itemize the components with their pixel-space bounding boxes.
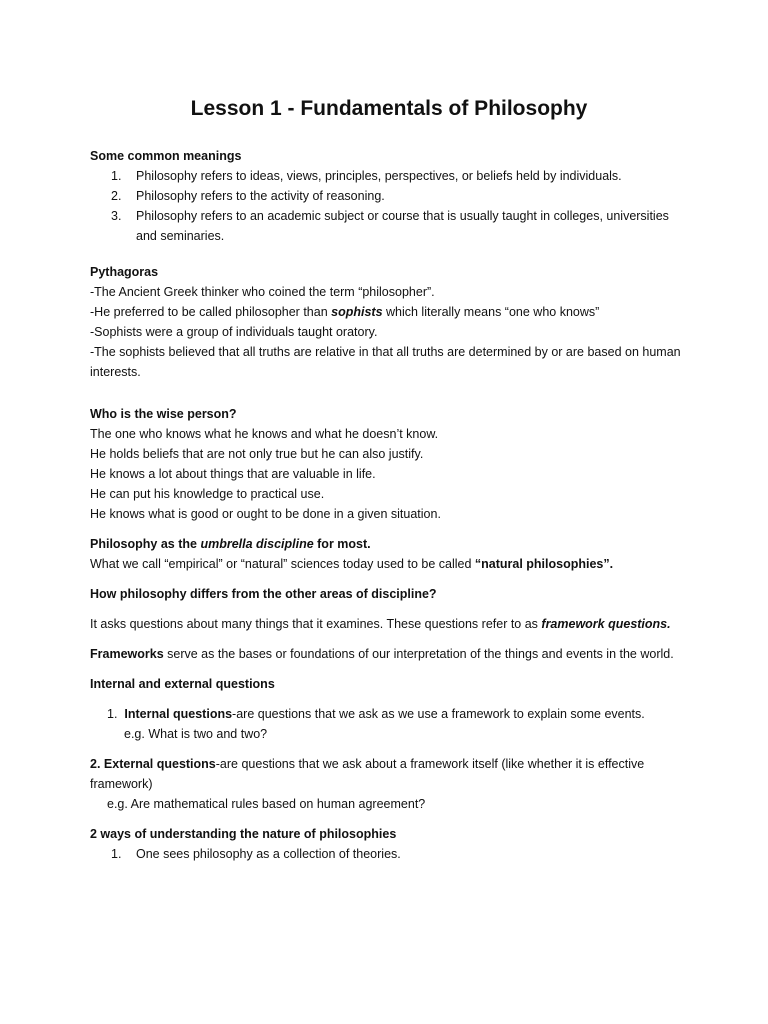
umbrella-heading: Philosophy as the umbrella discipline for most. <box>90 537 371 551</box>
differs-heading: How philosophy differs from the other areas of discipline? <box>90 587 437 601</box>
list-item: 3. Philosophy refers to an academic subject or course that is usually taught in colleges, universities and seminaries. <box>111 209 669 243</box>
external-label: External questions <box>103 757 216 771</box>
internal-example: e.g. What is two and two? <box>124 727 268 741</box>
wise-heading: Who is the wise person? <box>90 407 237 421</box>
frameworks-text: Frameworks serve as the bases or foundations of our interpretation of the things and events in the world. <box>90 647 674 661</box>
wise-line: He can put his knowledge to practical use. <box>90 487 325 501</box>
pythagoras-section <box>90 262 688 382</box>
pythagoras-line: -He preferred to be called philosopher than sophists which literally means “one who knows” <box>90 305 600 319</box>
wise-section <box>90 404 688 524</box>
page-title: Lesson 1 - Fundamentals of Philosophy <box>190 97 588 120</box>
meanings-list <box>90 166 688 246</box>
meanings-heading: Some common meanings <box>90 149 242 163</box>
internal-question-item: 1. Internal questions-are questions that we ask as we use a framework to explain some events. e.g. What is two and two? <box>90 704 688 744</box>
umbrella-line: What we call “empirical” or “natural” sciences today used to be called “natural philosophies”. <box>90 557 614 571</box>
pythagoras-line: -The sophists believed that all truths are relative in that all truths are determined by or are based on human interests. <box>90 345 681 379</box>
item-number: 1. <box>107 707 118 721</box>
pythagoras-line: -The Ancient Greek thinker who coined the term “philosopher”. <box>90 285 435 299</box>
list-item: 2. Philosophy refers to the activity of reasoning. <box>111 189 385 203</box>
wise-line: The one who knows what he knows and what he doesn’t know. <box>90 427 439 441</box>
ways-list <box>90 844 688 864</box>
pythagoras-line: -Sophists were a group of individuals taught oratory. <box>90 325 378 339</box>
item-number: 2. <box>90 757 101 771</box>
umbrella-section <box>90 534 688 574</box>
wise-line: He knows a lot about things that are valuable in life. <box>90 467 376 481</box>
ways-heading: 2 ways of understanding the nature of philosophies <box>90 827 397 841</box>
external-question-item: 2. External questions-are questions that we ask about a framework itself (like whether it is effective framework) e.g. Are mathematical rules based on human agreement? <box>90 754 688 814</box>
framework-questions-text: It asks questions about many things that it examines. These questions refer to as framework questions. <box>90 617 671 631</box>
list-item: 1. One sees philosophy as a collection of theories. <box>111 847 401 861</box>
int-ext-heading: Internal and external questions <box>90 677 275 691</box>
wise-line: He holds beliefs that are not only true but he can also justify. <box>90 447 424 461</box>
internal-label: Internal questions <box>124 707 233 721</box>
list-item: 1. Philosophy refers to ideas, views, principles, perspectives, or beliefs held by individuals. <box>111 169 622 183</box>
pythagoras-heading: Pythagoras <box>90 265 159 279</box>
wise-line: He knows what is good or ought to be done in a given situation. <box>90 507 441 521</box>
external-example: e.g. Are mathematical rules based on human agreement? <box>107 797 426 811</box>
